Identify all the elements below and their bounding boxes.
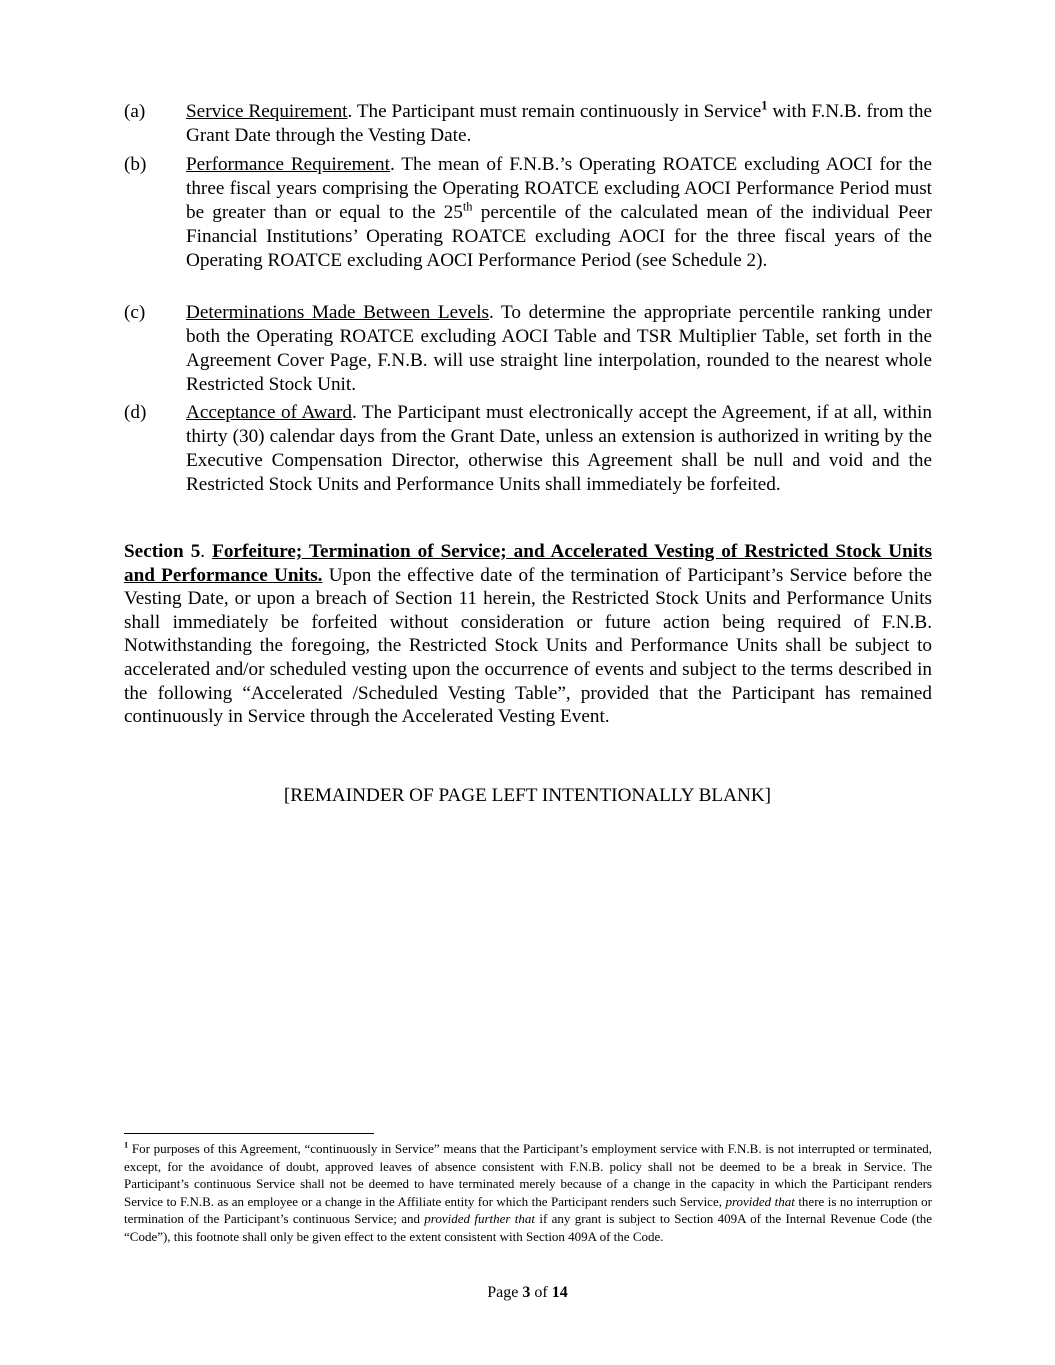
clause-c-body: . To determine the appropriate percentile ranking under both the Operating ROATCE excluding AOCI Table and TSR Multiplier Table, set forth in the Agreement Cover Page, F.N.B. will use straight line interpolation, rounded to the nearest whole Restricted Stock Unit. xyxy=(186,302,932,395)
clause-a-label: (a) xyxy=(124,101,146,122)
clause-d-body: . The Participant must electronically accept the Agreement, if at all, within thirty (30) calendar days from the Grant Date, unless an extension is authorized in writing by the Executive Compensation Director, otherwise this Agreement shall be null and void and the Restricted Stock Units and Performance Units shall immediately be forfeited. xyxy=(186,402,932,495)
clause-a-heading: Service Requirement xyxy=(186,101,348,122)
footnote-1 xyxy=(124,1140,932,1246)
footnote-marker: 1 xyxy=(124,1139,129,1150)
footnote-italic-1: provided that xyxy=(725,1193,795,1209)
footnote-ref-1[interactable]: 1 xyxy=(761,98,768,113)
page-number xyxy=(0,1283,1055,1303)
clause-b-body: . The mean of F.N.B.’s Operating ROATCE excluding AOCI for the three fiscal years comprising the Operating ROATCE excluding AOCI Performance Period must be greater than or equal to the 25 xyxy=(186,154,932,223)
page-prefix: Page xyxy=(487,1284,523,1301)
clause-c-text xyxy=(186,301,932,397)
page-total: 14 xyxy=(551,1284,568,1301)
intentionally-blank-notice: [REMAINDER OF PAGE LEFT INTENTIONALLY BLANK] xyxy=(283,785,772,806)
footnote-italic-2: provided further that xyxy=(424,1211,536,1227)
clause-a-body: . The Participant must remain continuously in Service xyxy=(347,101,762,122)
footnote-text-1: For purposes of this Agreement, “continuously in Service” means that the Participant’s employment service with F.N.B. is not interrupted or terminated, except, for the avoidance of doubt, approved leaves of absence consistent with F.N.B. policy shall not be deemed to be a break in Service. The Participant’s continuous Service shall not be deemed to have terminated merely because of a change in the capacity in which the Participant renders Service to F.N.B. as an employee or a change in the Affiliate entity for which the Participant renders such Service, xyxy=(124,1141,932,1209)
footnote-text-3: if any grant is subject to Section 409A of the Internal Revenue Code (the “Code”), this footnote shall only be given effect to the extent consistent with Section 409A of the Code. xyxy=(124,1211,932,1244)
section-5-sep: . xyxy=(200,541,213,562)
clause-a-text xyxy=(186,100,932,148)
page-of: of xyxy=(530,1284,552,1301)
clause-b-label: (b) xyxy=(124,154,147,175)
page-current: 3 xyxy=(522,1284,531,1301)
footnote-text-2: there is no interruption or termination of the Participant’s continuous Service; and xyxy=(124,1193,933,1227)
clause-d-heading: Acceptance of Award xyxy=(186,402,352,423)
clause-b-ordinal-suffix: th xyxy=(462,199,473,214)
section-5-body: Upon the effective date of the termination of Participant’s Service before the Vesting Date, or upon a breach of Section 11 herein, the Restricted Stock Units and Performance Units shall immediately be forfeited without consideration or future action being required of F.N.B. Notwithstanding the foregoing, the Restricted Stock Units and Performance Units shall be subject to accelerated and/or scheduled vesting upon the occurrence of events and subject to the terms described in the following “Accelerated /Scheduled Vesting Table”, provided that the Participant has remained continuously in Service through the Accelerated Vesting Event. xyxy=(124,564,932,728)
clause-d-text xyxy=(186,401,932,497)
clause-c-heading: Determinations Made Between Levels xyxy=(186,302,490,323)
clause-d-label: (d) xyxy=(124,402,147,423)
footnote-divider xyxy=(124,1133,374,1134)
clause-b-body-cont: percentile of the calculated mean of the individual Peer Financial Institutions’ Operating ROATCE excluding AOCI for the three fiscal years of the Operating ROATCE excluding AOCI Performance Period (see Schedule 2). xyxy=(186,202,932,271)
clause-a-body-cont: with F.N.B. from the Grant Date through the Vesting Date. xyxy=(186,101,932,146)
clause-b-heading: Performance Requirement xyxy=(186,154,390,175)
section-5 xyxy=(124,540,932,729)
clause-b-text xyxy=(186,153,932,273)
clause-c-label: (c) xyxy=(124,302,146,323)
section-5-label: Section 5 xyxy=(124,541,201,562)
section-5-heading: Forfeiture; Termination of Service; and Accelerated Vesting of Restricted Stock Units and Performance Units. xyxy=(124,541,932,586)
